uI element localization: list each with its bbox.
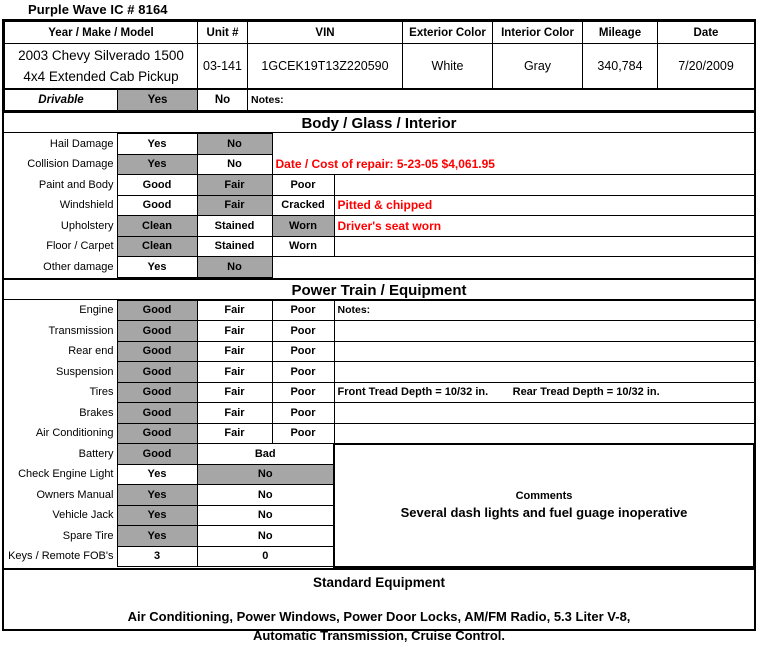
value-vin: 1GCEK19T13Z220590	[248, 44, 403, 89]
row-label-paint-and-body: Paint and Body	[38, 178, 114, 191]
row-label-collision-damage: Collision Damage	[27, 158, 114, 171]
checklist-row-battery	[4, 444, 754, 465]
owners-manual-option-yes[interactable]: Yes	[117, 485, 197, 506]
windshield-note[interactable]: Pitted & chipped	[334, 195, 754, 216]
value-interior-color: Gray	[493, 44, 583, 89]
section-header-body-glass-interior: Body / Glass / Interior	[4, 111, 754, 133]
windshield-option-fair[interactable]: Fair	[197, 195, 272, 216]
other-damage-note	[334, 257, 754, 278]
windshield-option-cracked[interactable]: Cracked	[272, 195, 334, 216]
powertrain-checklist-table	[4, 300, 755, 568]
upholstery-option-worn[interactable]: Worn	[272, 216, 334, 237]
row-label-floor-carpet: Floor / Carpet	[46, 240, 114, 253]
engine-option-poor[interactable]: Poor	[272, 300, 334, 321]
col-header-date: Date	[658, 22, 755, 44]
row-label-engine: Engine	[79, 304, 114, 317]
checklist-row-engine	[4, 300, 754, 321]
drivable-row	[5, 90, 755, 111]
row-label-battery: Battery	[78, 447, 114, 460]
row-label-suspension: Suspension	[56, 365, 114, 378]
air-conditioning-note[interactable]	[334, 423, 754, 444]
col-header-vin: VIN	[248, 22, 403, 44]
standard-equipment-section	[4, 568, 754, 645]
air-conditioning-option-good[interactable]: Good	[117, 423, 197, 444]
drivable-row-table	[4, 89, 755, 111]
row-label-other-damage: Other damage	[43, 260, 114, 273]
tires-option-good[interactable]: Good	[117, 382, 197, 403]
paint-and-body-note[interactable]	[334, 175, 754, 196]
brakes-option-fair[interactable]: Fair	[197, 403, 272, 424]
col-header-exterior-color: Exterior Color	[403, 22, 493, 44]
spare-tire-option-no[interactable]: No	[197, 526, 334, 547]
tires-option-fair[interactable]: Fair	[197, 382, 272, 403]
collision-damage-option-yes[interactable]: Yes	[117, 154, 197, 175]
hail-damage-option-yes[interactable]: Yes	[117, 134, 197, 155]
transmission-note[interactable]	[334, 321, 754, 342]
checklist-row-paint-and-body	[4, 175, 754, 196]
floor-carpet-option-clean[interactable]: Clean	[117, 236, 197, 257]
page-title: Purple Wave IC # 8164	[28, 2, 168, 17]
row-label-hail-damage: Hail Damage	[49, 137, 114, 150]
brakes-note[interactable]	[334, 403, 754, 424]
rear-end-option-poor[interactable]: Poor	[272, 341, 334, 362]
suspension-option-fair[interactable]: Fair	[197, 362, 272, 383]
row-label-windshield: Windshield	[59, 199, 114, 212]
standard-equipment-line-1: Air Conditioning, Power Windows, Power Door Locks, AM/FM Radio, 5.3 Liter V-8,	[127, 608, 631, 624]
row-label-upholstery: Upholstery	[60, 219, 114, 232]
checklist-row-brakes	[4, 403, 754, 424]
upholstery-option-stained[interactable]: Stained	[197, 216, 272, 237]
rear-end-option-fair[interactable]: Fair	[197, 341, 272, 362]
checklist-row-transmission	[4, 321, 754, 342]
other-damage-option-no[interactable]: No	[197, 257, 272, 278]
battery-option-good[interactable]: Good	[117, 444, 197, 465]
col-header-unit-number: Unit #	[198, 22, 248, 44]
col-header-year-make-model: Year / Make / Model	[5, 22, 198, 44]
row-label-transmission: Transmission	[48, 324, 114, 337]
section-header-power-train-equipment: Power Train / Equipment	[4, 278, 754, 300]
tires-option-poor[interactable]: Poor	[272, 382, 334, 403]
suspension-note[interactable]	[334, 362, 754, 383]
standard-equipment-title: Standard Equipment	[312, 574, 445, 590]
paint-and-body-option-poor[interactable]: Poor	[272, 175, 334, 196]
value-year-make-model	[5, 44, 198, 89]
brakes-option-poor[interactable]: Poor	[272, 403, 334, 424]
value-exterior-color: White	[403, 44, 493, 89]
brakes-option-good[interactable]: Good	[117, 403, 197, 424]
check-engine-light-option-no[interactable]: No	[197, 464, 334, 485]
drivable-option-no[interactable]: No	[198, 90, 248, 111]
value-date: 7/20/2009	[658, 44, 755, 89]
engine-option-fair[interactable]: Fair	[197, 300, 272, 321]
checklist-row-windshield	[4, 195, 754, 216]
row-label-keys-remote-fobs: Keys / Remote FOB's	[8, 550, 114, 563]
owners-manual-option-no[interactable]: No	[197, 485, 334, 506]
vehicle-jack-option-no[interactable]: No	[197, 505, 334, 526]
row-label-spare-tire: Spare Tire	[62, 529, 114, 542]
paint-and-body-option-good[interactable]: Good	[117, 175, 197, 196]
engine-option-good[interactable]: Good	[117, 300, 197, 321]
suspension-option-poor[interactable]: Poor	[272, 362, 334, 383]
row-label-tires: Tires	[89, 386, 114, 399]
windshield-option-good[interactable]: Good	[117, 195, 197, 216]
form-frame	[2, 19, 756, 643]
checklist-row-floor-carpet	[4, 236, 754, 257]
keys-count-value[interactable]: 3	[117, 546, 197, 567]
rear-end-note[interactable]	[334, 341, 754, 362]
other-damage-option-yes[interactable]: Yes	[117, 257, 197, 278]
col-header-interior-color: Interior Color	[493, 22, 583, 44]
vehicle-identity-table	[4, 21, 755, 89]
checklist-row-suspension	[4, 362, 754, 383]
checklist-row-hail-damage	[4, 134, 754, 155]
row-label-vehicle-jack: Vehicle Jack	[52, 509, 114, 522]
rear-end-option-good[interactable]: Good	[117, 341, 197, 362]
hail-damage-spacer	[272, 134, 334, 155]
air-conditioning-option-poor[interactable]: Poor	[272, 423, 334, 444]
body-checklist-table	[4, 133, 755, 278]
comments-text: Several dash lights and fuel guage inoperative	[400, 505, 688, 520]
checklist-row-upholstery	[4, 216, 754, 237]
drivable-notes-label[interactable]: Notes:	[248, 90, 755, 111]
identity-header-row	[5, 22, 755, 44]
floor-carpet-option-worn[interactable]: Worn	[272, 236, 334, 257]
air-conditioning-option-fair[interactable]: Fair	[197, 423, 272, 444]
value-mileage: 340,784	[583, 44, 658, 89]
check-engine-light-option-yes[interactable]: Yes	[117, 464, 197, 485]
paint-and-body-option-fair[interactable]: Fair	[197, 175, 272, 196]
transmission-option-good[interactable]: Good	[117, 321, 197, 342]
checklist-row-tires	[4, 382, 754, 403]
row-label-rear-end: Rear end	[68, 345, 114, 358]
battery-option-bad[interactable]: Bad	[197, 444, 334, 465]
checklist-row-collision-damage	[4, 154, 754, 175]
remote-fobs-count-value[interactable]: 0	[197, 546, 334, 567]
transmission-option-fair[interactable]: Fair	[197, 321, 272, 342]
row-label-owners-manual: Owners Manual	[36, 488, 114, 501]
suspension-option-good[interactable]: Good	[117, 362, 197, 383]
collision-damage-option-no[interactable]: No	[197, 154, 272, 175]
upholstery-note[interactable]: Driver's seat worn	[334, 216, 754, 237]
spare-tire-option-yes[interactable]: Yes	[117, 526, 197, 547]
row-label-check-engine-light: Check Engine Light	[18, 468, 114, 481]
value-unit-number: 03-141	[198, 44, 248, 89]
transmission-option-poor[interactable]: Poor	[272, 321, 334, 342]
collision-damage-repair-note: Date / Cost of repair: 5-23-05 $4,061.95	[275, 157, 495, 171]
drivable-label: Drivable	[5, 90, 118, 111]
upholstery-option-clean[interactable]: Clean	[117, 216, 197, 237]
other-damage-spacer	[272, 257, 334, 278]
standard-equipment-line-2: Automatic Transmission, Cruise Control.	[252, 627, 506, 643]
powertrain-notes-label[interactable]: Notes:	[334, 300, 754, 321]
checklist-row-other-damage	[4, 257, 754, 278]
checklist-row-rear-end	[4, 341, 754, 362]
comments-box[interactable]	[334, 444, 754, 567]
year-make-model-line-2: 4x4 Extended Cab Pickup	[23, 69, 179, 84]
year-make-model-line-1: 2003 Chevy Silverado 1500	[18, 48, 184, 63]
col-header-mileage: Mileage	[583, 22, 658, 44]
row-label-brakes: Brakes	[79, 406, 114, 419]
row-label-air-conditioning: Air Conditioning	[35, 427, 114, 440]
floor-carpet-option-stained[interactable]: Stained	[197, 236, 272, 257]
hail-damage-option-no[interactable]: No	[197, 134, 272, 155]
comments-title: Comments	[515, 490, 573, 502]
identity-value-row	[5, 44, 755, 89]
hail-damage-note	[334, 134, 754, 155]
floor-carpet-note[interactable]	[334, 236, 754, 257]
drivable-option-yes[interactable]: Yes	[118, 90, 198, 111]
tires-tread-depth-note[interactable]: Front Tread Depth = 10/32 in. Rear Tread Depth = 10/32 in.	[334, 382, 754, 403]
checklist-row-air-conditioning	[4, 423, 754, 444]
vehicle-jack-option-yes[interactable]: Yes	[117, 505, 197, 526]
